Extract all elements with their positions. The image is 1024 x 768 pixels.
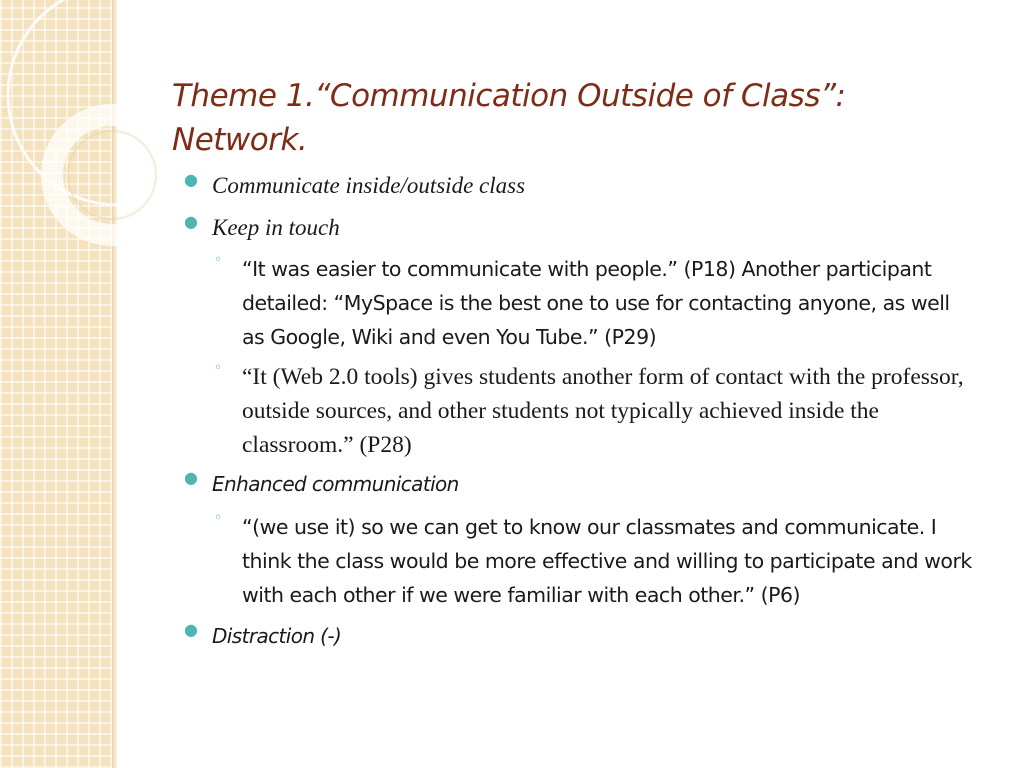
list-item	[182, 360, 972, 462]
bullet-dot-icon: ●	[184, 620, 198, 639]
list-item	[182, 252, 972, 354]
list-item	[182, 510, 972, 612]
quote-text: “It (Web 2.0 tools) gives students another form of contact with the professor, outside sources, and other students not typically achieved inside the classroom.” (P28)	[242, 364, 964, 458]
bullet-text: Communicate inside/outside class	[212, 173, 526, 198]
bullet-ring-icon: ◦	[214, 360, 223, 376]
slide-title: Theme 1.“Communication Outside of Class”: Network.	[172, 78, 846, 158]
list-item	[182, 620, 972, 652]
bullet-ring-icon: ◦	[214, 510, 223, 526]
bullet-list	[182, 170, 972, 652]
bullet-text: Enhanced communication	[212, 472, 459, 496]
bullet-dot-icon: ●	[184, 212, 198, 231]
quote-text: “It was easier to communicate with people.” (P18) Another participant detailed: “MySpace is the best one to use for contacting anyone, as well as Google, Wiki and even You Tube.” (P29)	[242, 257, 950, 349]
quote-text: “(we use it) so we can get to know our classmates and communicate. I think the class would be more effective and willing to participate and work with each other if we were familiar with each other.” (P6)	[242, 515, 972, 607]
list-item	[182, 212, 972, 244]
bullet-text: Keep in touch	[212, 215, 340, 240]
bullet-dot-icon: ●	[184, 170, 198, 189]
list-item	[182, 468, 972, 500]
bullet-ring-icon: ◦	[214, 252, 223, 268]
list-item	[182, 170, 972, 202]
bullet-dot-icon: ●	[184, 468, 198, 487]
bullet-text: Distraction (-)	[212, 624, 342, 648]
